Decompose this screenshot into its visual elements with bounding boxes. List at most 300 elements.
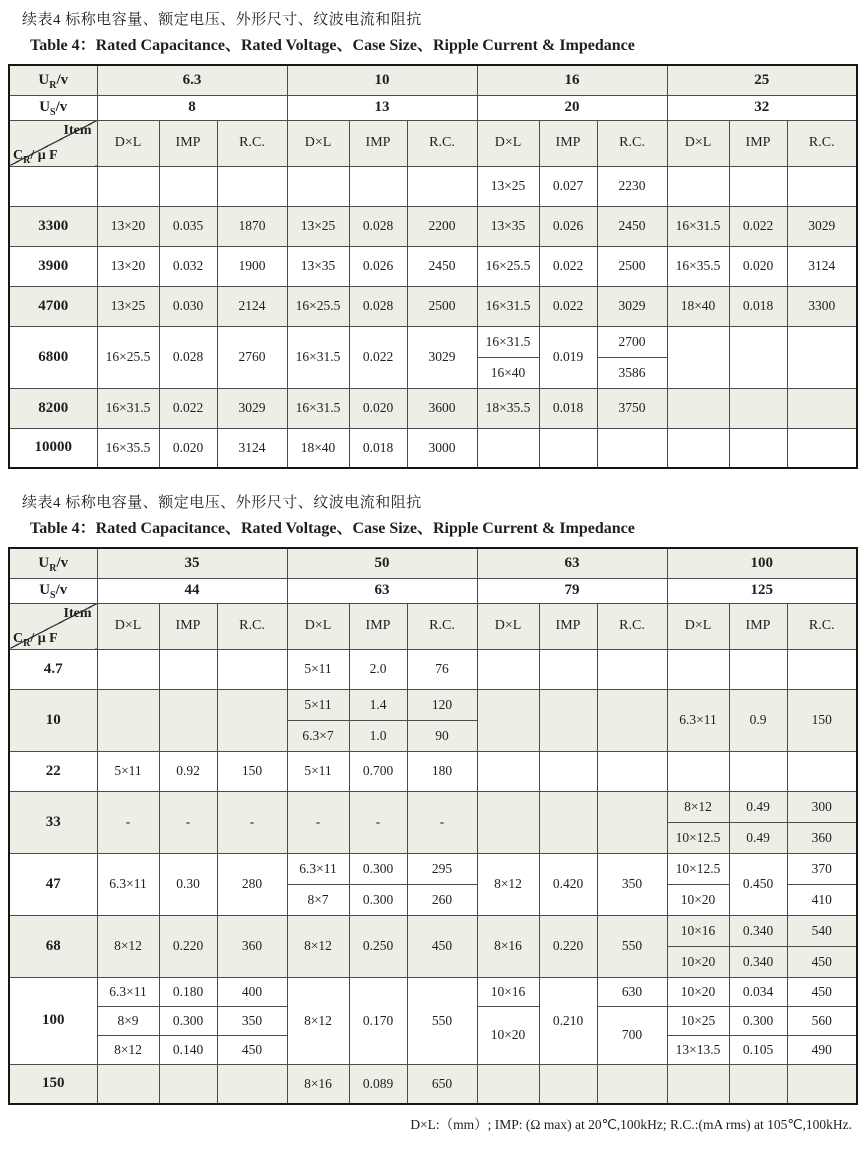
spec-cell: 0.300 [349, 853, 407, 884]
spec-cell: 0.027 [539, 166, 597, 206]
spec-cell: 16×35.5 [97, 428, 159, 468]
spec-cell: 8×16 [287, 1064, 349, 1104]
capacitance-row-label: 4.7 [9, 649, 97, 689]
spec-cell: 16×35.5 [667, 246, 729, 286]
spec-cell: 8×12 [97, 915, 159, 977]
column-header-dl: D×L [477, 603, 539, 649]
spec-cell: 2.0 [349, 649, 407, 689]
spec-cell: 5×11 [287, 751, 349, 791]
spec-cell: 10×20 [667, 884, 729, 915]
spec-cell [539, 428, 597, 468]
surge-voltage-value: 13 [287, 95, 477, 120]
column-header-dl: D×L [667, 120, 729, 166]
spec-cell [539, 751, 597, 791]
table-row [9, 326, 857, 357]
spec-cell: 0.022 [539, 246, 597, 286]
table-row [9, 246, 857, 286]
spec-cell: 10×25 [667, 1006, 729, 1035]
spec-cell: 13×20 [97, 206, 159, 246]
spec-cell: 2230 [597, 166, 667, 206]
spec-cell: 13×25 [287, 206, 349, 246]
spec-cell: 10×12.5 [667, 853, 729, 884]
spec-cell: - [159, 791, 217, 853]
spec-cell: 0.420 [539, 853, 597, 915]
column-header-imp: IMP [159, 603, 217, 649]
spec-cell [477, 689, 539, 751]
column-header-imp: IMP [729, 603, 787, 649]
spec-cell: 0.030 [159, 286, 217, 326]
spec-cell: 0.700 [349, 751, 407, 791]
spec-cell [597, 428, 667, 468]
ratings-table [8, 547, 858, 1105]
spec-table-container-1 [8, 64, 856, 469]
spec-cell: 3124 [217, 428, 287, 468]
spec-cell: 18×40 [667, 286, 729, 326]
spec-cell: 16×25.5 [287, 286, 349, 326]
rated-voltage-label: $U_R/v$ [9, 65, 97, 95]
spec-cell: 6.3×11 [287, 853, 349, 884]
spec-cell: 10×20 [667, 977, 729, 1006]
rated-voltage-value: 10 [287, 65, 477, 95]
capacitance-row-label: 68 [9, 915, 97, 977]
spec-cell: 150 [787, 689, 857, 751]
spec-cell [97, 1064, 159, 1104]
spec-cell [667, 649, 729, 689]
spec-cell [349, 166, 407, 206]
spec-cell [159, 1064, 217, 1104]
spec-cell: 16×31.5 [287, 326, 349, 388]
spec-cell: 0.220 [539, 915, 597, 977]
spec-cell [729, 326, 787, 388]
spec-cell [729, 428, 787, 468]
spec-cell: 410 [787, 884, 857, 915]
capacitance-label: $C_R/$ μ F [13, 630, 58, 649]
spec-cell: 16×40 [477, 357, 539, 388]
column-header-dl: D×L [667, 603, 729, 649]
surge-voltage-row [9, 95, 857, 120]
spec-cell: 0.340 [729, 946, 787, 977]
table-row [9, 206, 857, 246]
spec-cell: 16×31.5 [667, 206, 729, 246]
capacitance-row-label: 22 [9, 751, 97, 791]
spec-cell: 0.020 [349, 388, 407, 428]
spec-cell: 0.018 [539, 388, 597, 428]
spec-cell: 0.180 [159, 977, 217, 1006]
spec-cell: 13×25 [477, 166, 539, 206]
spec-cell: 350 [597, 853, 667, 915]
spec-cell: 0.020 [159, 428, 217, 468]
spec-cell [217, 166, 287, 206]
table-row [9, 286, 857, 326]
surge-voltage-value: 79 [477, 578, 667, 603]
spec-cell: 2700 [597, 326, 667, 357]
spec-cell [597, 791, 667, 853]
table-row [9, 388, 857, 428]
spec-cell: 280 [217, 853, 287, 915]
spec-cell: 0.028 [349, 286, 407, 326]
spec-cell: 2760 [217, 326, 287, 388]
column-header-imp: IMP [349, 120, 407, 166]
spec-cell: 0.300 [349, 884, 407, 915]
spec-cell: 10×16 [477, 977, 539, 1006]
spec-cell: 0.020 [729, 246, 787, 286]
spec-cell: 0.028 [349, 206, 407, 246]
spec-cell [597, 1064, 667, 1104]
spec-cell: 0.9 [729, 689, 787, 751]
spec-cell: 13×13.5 [667, 1035, 729, 1064]
item-label: Item [63, 122, 92, 138]
surge-voltage-value: 8 [97, 95, 287, 120]
spec-table-container-2 [8, 547, 856, 1105]
rated-voltage-value: 35 [97, 548, 287, 578]
column-header-rc: R.C. [217, 120, 287, 166]
spec-cell: 1.4 [349, 689, 407, 720]
table-section-1 [8, 8, 856, 469]
capacitance-row-label: 10 [9, 689, 97, 751]
spec-cell [667, 1064, 729, 1104]
spec-cell: 6.3×7 [287, 720, 349, 751]
spec-cell: 700 [597, 1006, 667, 1064]
spec-cell [539, 791, 597, 853]
spec-cell: 450 [407, 915, 477, 977]
spec-cell: 18×35.5 [477, 388, 539, 428]
spec-cell: 630 [597, 977, 667, 1006]
column-header-imp: IMP [159, 120, 217, 166]
spec-cell: 16×31.5 [97, 388, 159, 428]
spec-cell: 540 [787, 915, 857, 946]
table-section-2 [8, 491, 856, 1105]
spec-cell: 450 [787, 977, 857, 1006]
spec-cell: 2500 [407, 286, 477, 326]
spec-cell: - [407, 791, 477, 853]
rated-voltage-label: $U_R/v$ [9, 548, 97, 578]
table-row [9, 977, 857, 1006]
spec-cell: 8×12 [97, 1035, 159, 1064]
spec-cell: 13×35 [477, 206, 539, 246]
spec-cell [729, 166, 787, 206]
spec-cell: 400 [217, 977, 287, 1006]
spec-cell: 450 [217, 1035, 287, 1064]
spec-cell [159, 689, 217, 751]
spec-cell: 5×11 [97, 751, 159, 791]
rated-voltage-value: 50 [287, 548, 477, 578]
capacitance-row-label: 3900 [9, 246, 97, 286]
spec-cell: - [287, 791, 349, 853]
spec-cell: 6.3×11 [97, 977, 159, 1006]
spec-cell: 16×25.5 [477, 246, 539, 286]
spec-cell: 8×9 [97, 1006, 159, 1035]
capacitance-row-label: 3300 [9, 206, 97, 246]
spec-cell: 550 [407, 977, 477, 1064]
rated-voltage-value: 63 [477, 548, 667, 578]
spec-cell: 16×31.5 [477, 286, 539, 326]
spec-cell: 0.300 [729, 1006, 787, 1035]
spec-cell: 360 [787, 822, 857, 853]
spec-cell: 260 [407, 884, 477, 915]
column-header-imp: IMP [729, 120, 787, 166]
spec-cell: 16×31.5 [287, 388, 349, 428]
spec-cell: 295 [407, 853, 477, 884]
column-header-rc: R.C. [407, 120, 477, 166]
spec-cell: 0.170 [349, 977, 407, 1064]
spec-cell: 0.022 [159, 388, 217, 428]
table-row [9, 166, 857, 206]
spec-cell [597, 689, 667, 751]
capacitance-row-label: 100 [9, 977, 97, 1064]
spec-cell: 650 [407, 1064, 477, 1104]
surge-voltage-value: 125 [667, 578, 857, 603]
spec-cell: 10×20 [667, 946, 729, 977]
rated-voltage-value: 6.3 [97, 65, 287, 95]
spec-cell: 13×35 [287, 246, 349, 286]
spec-cell: 0.220 [159, 915, 217, 977]
spec-cell: 0.340 [729, 915, 787, 946]
spec-cell [787, 1064, 857, 1104]
spec-cell: 0.105 [729, 1035, 787, 1064]
spec-cell: 0.035 [159, 206, 217, 246]
table-row [9, 751, 857, 791]
table-row [9, 853, 857, 884]
table-row [9, 649, 857, 689]
capacitance-row-label: 47 [9, 853, 97, 915]
column-header-rc: R.C. [787, 120, 857, 166]
spec-cell: 16×25.5 [97, 326, 159, 388]
spec-cell: 10×16 [667, 915, 729, 946]
section-title-english: Table 4：Rated Capacitance、Rated Voltage、Case Size、Ripple Current & Impedance [30, 520, 635, 537]
spec-cell: 0.022 [729, 206, 787, 246]
spec-cell [217, 689, 287, 751]
spec-cell [477, 751, 539, 791]
spec-cell: 8×7 [287, 884, 349, 915]
spec-cell: 150 [217, 751, 287, 791]
spec-cell [217, 649, 287, 689]
spec-cell [787, 166, 857, 206]
spec-cell [667, 326, 729, 388]
spec-cell: 0.140 [159, 1035, 217, 1064]
capacitance-row-label: 8200 [9, 388, 97, 428]
column-header-rc: R.C. [787, 603, 857, 649]
spec-cell: 360 [217, 915, 287, 977]
column-header-dl: D×L [287, 603, 349, 649]
spec-cell: 18×40 [287, 428, 349, 468]
spec-cell: 0.300 [159, 1006, 217, 1035]
spec-cell: 76 [407, 649, 477, 689]
spec-cell [97, 166, 159, 206]
spec-cell: 3586 [597, 357, 667, 388]
spec-cell: 8×16 [477, 915, 539, 977]
spec-cell: 13×25 [97, 286, 159, 326]
spec-cell: 5×11 [287, 689, 349, 720]
surge-voltage-label: $U_S/v$ [9, 95, 97, 120]
section-title-chinese: 续表4 标称电容量、额定电压、外形尺寸、纹波电流和阻抗 [22, 495, 422, 511]
section-title-english: Table 4：Rated Capacitance、Rated Voltage、Case Size、Ripple Current & Impedance [30, 37, 635, 54]
spec-cell: 0.019 [539, 326, 597, 388]
spec-cell [597, 649, 667, 689]
spec-cell [667, 428, 729, 468]
surge-voltage-value: 32 [667, 95, 857, 120]
column-header-rc: R.C. [597, 603, 667, 649]
column-header-imp: IMP [349, 603, 407, 649]
spec-cell: 1870 [217, 206, 287, 246]
surge-voltage-value: 20 [477, 95, 667, 120]
capacitance-row-label: 150 [9, 1064, 97, 1104]
column-header-imp: IMP [539, 603, 597, 649]
capacitance-row-label [9, 166, 97, 206]
spec-cell: 3029 [217, 388, 287, 428]
column-header-dl: D×L [97, 603, 159, 649]
spec-cell: 0.210 [539, 977, 597, 1064]
spec-cell: 0.022 [349, 326, 407, 388]
spec-cell: 0.49 [729, 791, 787, 822]
table-row [9, 428, 857, 468]
spec-cell: 0.089 [349, 1064, 407, 1104]
spec-cell [477, 1064, 539, 1104]
spec-cell [539, 649, 597, 689]
spec-cell: 2450 [597, 206, 667, 246]
spec-cell: 0.026 [539, 206, 597, 246]
column-header-dl: D×L [287, 120, 349, 166]
spec-cell: 0.018 [729, 286, 787, 326]
spec-cell: - [217, 791, 287, 853]
spec-cell: 3600 [407, 388, 477, 428]
spec-cell: 10×12.5 [667, 822, 729, 853]
spec-cell [477, 791, 539, 853]
spec-cell: - [97, 791, 159, 853]
spec-cell: 0.028 [159, 326, 217, 388]
spec-cell: 0.022 [539, 286, 597, 326]
spec-cell: 16×31.5 [477, 326, 539, 357]
spec-cell: 180 [407, 751, 477, 791]
spec-cell [729, 1064, 787, 1104]
spec-cell: 0.032 [159, 246, 217, 286]
spec-cell: 0.30 [159, 853, 217, 915]
spec-cell [597, 751, 667, 791]
spec-cell: 2200 [407, 206, 477, 246]
column-header-row [9, 120, 857, 166]
column-header-imp: IMP [539, 120, 597, 166]
spec-cell [667, 388, 729, 428]
spec-cell [97, 689, 159, 751]
spec-cell: 0.034 [729, 977, 787, 1006]
spec-cell: 6.3×11 [667, 689, 729, 751]
item-capacitance-diagonal-cell [9, 120, 97, 166]
spec-cell [729, 751, 787, 791]
surge-voltage-row [9, 578, 857, 603]
spec-cell: 2450 [407, 246, 477, 286]
spec-cell: 5×11 [287, 649, 349, 689]
spec-cell [729, 649, 787, 689]
spec-cell: 0.250 [349, 915, 407, 977]
spec-cell [407, 166, 477, 206]
spec-cell: 300 [787, 791, 857, 822]
capacitance-row-label: 33 [9, 791, 97, 853]
spec-cell: 1900 [217, 246, 287, 286]
capacitance-row-label: 6800 [9, 326, 97, 388]
surge-voltage-value: 63 [287, 578, 477, 603]
spec-cell [667, 751, 729, 791]
table-row [9, 1064, 857, 1104]
column-header-rc: R.C. [407, 603, 477, 649]
column-header-row [9, 603, 857, 649]
spec-cell [159, 649, 217, 689]
column-header-dl: D×L [477, 120, 539, 166]
spec-cell: 1.0 [349, 720, 407, 751]
spec-cell: 6.3×11 [97, 853, 159, 915]
spec-cell [159, 166, 217, 206]
spec-cell: 3300 [787, 286, 857, 326]
section-title-chinese: 续表4 标称电容量、额定电压、外形尺寸、纹波电流和阻抗 [22, 12, 422, 28]
spec-cell: 8×12 [477, 853, 539, 915]
spec-cell: - [349, 791, 407, 853]
spec-cell: 3750 [597, 388, 667, 428]
rated-voltage-value: 25 [667, 65, 857, 95]
surge-voltage-value: 44 [97, 578, 287, 603]
spec-cell: 550 [597, 915, 667, 977]
spec-cell [217, 1064, 287, 1104]
spec-cell: 3029 [787, 206, 857, 246]
spec-cell: 3029 [597, 286, 667, 326]
surge-voltage-label: $U_S/v$ [9, 578, 97, 603]
spec-cell: 0.450 [729, 853, 787, 915]
spec-cell [287, 166, 349, 206]
units-footnote: D×L:（mm）; IMP: (Ω max) at 20℃,100kHz; R.C.:(mA rms) at 105℃,100kHz. [410, 1117, 852, 1132]
spec-cell: 2500 [597, 246, 667, 286]
spec-cell: 0.018 [349, 428, 407, 468]
spec-cell: 450 [787, 946, 857, 977]
spec-cell: 3029 [407, 326, 477, 388]
spec-cell [787, 326, 857, 388]
spec-cell [729, 388, 787, 428]
spec-cell [667, 166, 729, 206]
spec-cell: 0.49 [729, 822, 787, 853]
spec-cell: 2124 [217, 286, 287, 326]
spec-cell: 13×20 [97, 246, 159, 286]
spec-cell [539, 1064, 597, 1104]
spec-cell: 370 [787, 853, 857, 884]
capacitance-row-label: 4700 [9, 286, 97, 326]
capacitance-label: $C_R/$ μ F [13, 147, 58, 166]
table-row [9, 791, 857, 822]
capacitance-row-label: 10000 [9, 428, 97, 468]
spec-cell [477, 649, 539, 689]
spec-cell: 8×12 [287, 977, 349, 1064]
rated-voltage-value: 16 [477, 65, 667, 95]
spec-cell: 8×12 [667, 791, 729, 822]
column-header-rc: R.C. [597, 120, 667, 166]
item-capacitance-diagonal-cell [9, 603, 97, 649]
spec-cell: 490 [787, 1035, 857, 1064]
spec-cell: 8×12 [287, 915, 349, 977]
column-header-rc: R.C. [217, 603, 287, 649]
spec-cell: 10×20 [477, 1006, 539, 1064]
spec-cell: 3000 [407, 428, 477, 468]
spec-cell [539, 689, 597, 751]
spec-cell: 0.026 [349, 246, 407, 286]
ratings-table [8, 64, 858, 469]
rated-voltage-row [9, 65, 857, 95]
column-header-dl: D×L [97, 120, 159, 166]
spec-cell: 90 [407, 720, 477, 751]
spec-cell [787, 649, 857, 689]
table-row [9, 915, 857, 946]
spec-cell [787, 388, 857, 428]
spec-cell [97, 649, 159, 689]
rated-voltage-value: 100 [667, 548, 857, 578]
spec-cell: 3124 [787, 246, 857, 286]
table-row [9, 689, 857, 720]
item-label: Item [63, 605, 92, 621]
spec-cell: 120 [407, 689, 477, 720]
